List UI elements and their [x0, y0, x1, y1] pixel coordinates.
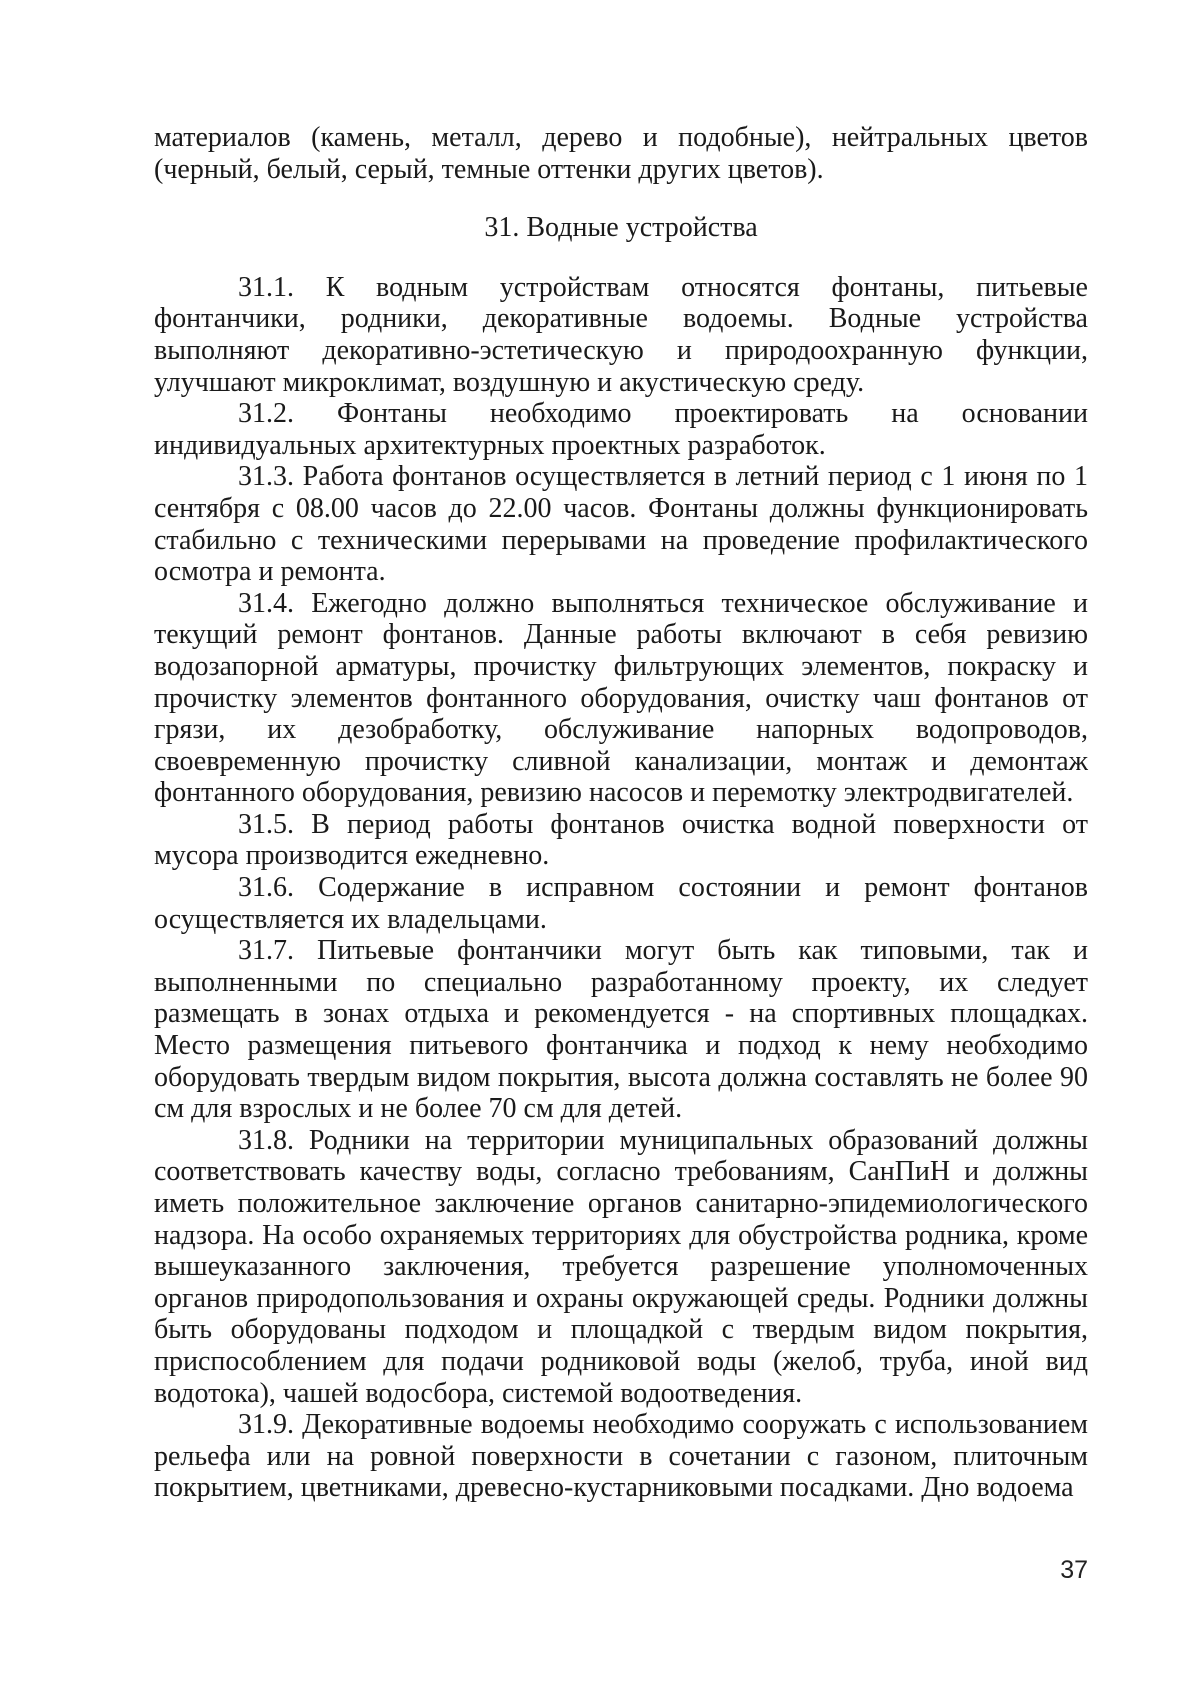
paragraph-31-4: 31.4. Ежегодно должно выполняться техническое обслуживание и текущий ремонт фонтанов. Данные работы включают в себя ревизию водозапорной арматуры, прочистку фильтрующих элементов, покраску и прочистку элементов фонтанного оборудования, очистку чаш фонтанов от грязи, их дезобработку, обслуживание напорных водопроводов, своевременную прочистку сливной канализации, монтаж и демонтаж фонтанного оборудования, ревизию насосов и перемотку электродвигателей. [154, 587, 1088, 809]
section-heading: 31. Водные устройства [484, 212, 758, 244]
paragraph-31-7: 31.7. Питьевые фонтанчики могут быть как типовыми, так и выполненными по специально разработанному проекту, их следует размещать в зонах отдыха и рекомендуется - на спортивных площадках. Место размещения питьевого фонтанчика и подход к нему необходимо оборудовать твердым видом покрытия, высота должна составлять не более 90 см для взрослых и не более 70 см для детей. [154, 935, 1088, 1125]
intro-continuation-paragraph: материалов (камень, металл, дерево и подобные), нейтральных цветов (черный, белый, серый, темные оттенки других цветов). [154, 122, 1088, 185]
paragraph-31-1: 31.1. К водным устройствам относятся фонтаны, питьевые фонтанчики, родники, декоративные водоемы. Водные устройства выполняют декоративно-эстетическую и природоохранную функции, улучшают микроклимат, воздушную и акустическую среду. [154, 271, 1088, 398]
paragraph-31-5: 31.5. В период работы фонтанов очистка водной поверхности от мусора производится ежедневно. [154, 808, 1088, 872]
document-body [154, 122, 1088, 1504]
paragraph-31-2: 31.2. Фонтаны необходимо проектировать на основании индивидуальных архитектурных проектных разработок. [154, 398, 1088, 461]
paragraph-31-8: 31.8. Родники на территории муниципальных образований должны соответствовать качеству воды, согласно требованиям, СанПиН и должны иметь положительное заключение органов санитарно-эпидемиологического надзора. На особо охраняемых территориях для обустройства родника, кроме вышеуказанного заключения, требуется разрешение уполномоченных органов природопользования и охраны окружающей среды. Родники должны быть оборудованы подходом и площадкой с твердым видом покрытия, приспособлением для подачи родниковой воды (желоб, труба, иной вид водотока), чашей водосбора, системой водоотведения. [154, 1124, 1088, 1409]
page-number: 37 [1060, 1556, 1088, 1584]
paragraph-31-3: 31.3. Работа фонтанов осуществляется в летний период с 1 июня по 1 сентября с 08.00 часов до 22.00 часов. Фонтаны должны функционировать стабильно с техническими перерывами на проведение профилактического осмотра и ремонта. [154, 461, 1088, 588]
paragraph-31-6: 31.6. Содержание в исправном состоянии и ремонт фонтанов осуществляется их владельцами. [154, 872, 1088, 935]
paragraph-31-9: 31.9. Декоративные водоемы необходимо сооружать с использованием рельефа или на ровной поверхности в сочетании с газоном, плиточным покрытием, цветниками, древесно-кустарниковыми посадками. Дно водоема [154, 1409, 1088, 1504]
